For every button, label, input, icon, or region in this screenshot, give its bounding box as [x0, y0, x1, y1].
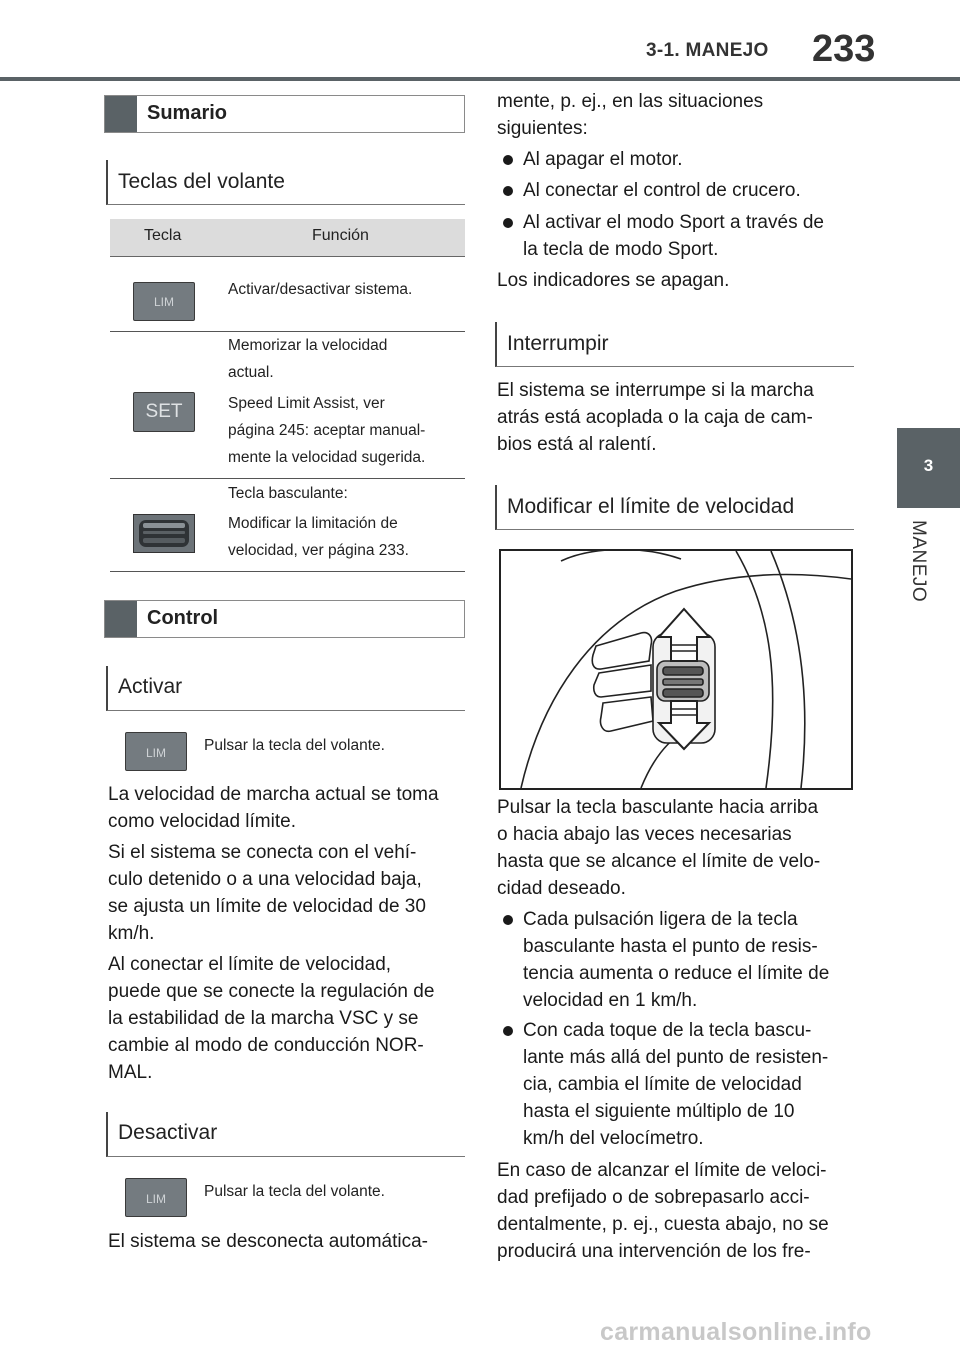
- paragraph: La velocidad de marcha actual se toma como velocidad límite.: [108, 784, 439, 832]
- bullet-icon: [503, 218, 513, 228]
- steering-wheel-rocker-switch-illustration: [499, 549, 853, 790]
- section-marker: [105, 96, 137, 132]
- table-row-divider: [110, 478, 465, 479]
- bullet-icon: [503, 155, 513, 165]
- table-cell-function: Speed Limit Assist, ver: [228, 395, 385, 412]
- paragraph: Los indicadores se apagan.: [497, 270, 730, 291]
- bullet-item: Cada pulsación ligera de la tecla basculante hasta el punto de resis- tencia aumenta o reduce el límite de velocidad en 1 km/h.: [497, 906, 857, 1014]
- watermark-link[interactable]: carmanualsonline.info: [600, 1318, 872, 1346]
- table-cell-function: Modificar la limitación de: [228, 515, 398, 532]
- section-heading-sumario: [104, 95, 465, 133]
- table-cell-function: Tecla basculante:: [228, 485, 348, 502]
- bullet-icon: [503, 1026, 513, 1036]
- table-cell-function: página 245: aceptar manual-: [228, 422, 426, 439]
- section-title: 3-1. MANEJO: [646, 40, 769, 61]
- rocker-switch-icon: [133, 514, 195, 553]
- bullet-item: Al apagar el motor.: [497, 146, 857, 173]
- subheading-text: Interrumpir: [507, 332, 609, 355]
- paragraph: Pulsar la tecla basculante hacia arriba o hacia abajo las veces necesarias hasta que se alcance el límite de velo- cidad deseado.: [497, 797, 821, 899]
- page-number: 233: [812, 28, 876, 70]
- paragraph: Si el sistema se conecta con el vehí- culo detenido o a una velocidad baja, se ajusta un límite de velocidad de 30 km/h.: [108, 842, 426, 944]
- subheading-activar: [106, 666, 465, 711]
- chapter-number: 3: [923, 456, 934, 475]
- bullet-item: Con cada toque de la tecla bascu- lante más allá del punto de resisten- cia, cambia el límite de velocidad hasta el siguiente múltiplo de 10 km/h del velocímetro.: [497, 1017, 857, 1152]
- header-divider: [0, 77, 960, 81]
- paragraph: El sistema se interrumpe si la marcha atrás está acoplada o la caja de cam- bios está al ralentí.: [497, 380, 814, 455]
- subheading-desactivar: [106, 1112, 465, 1157]
- paragraph: Al conectar el límite de velocidad, puede que se conecte la regulación de la estabilidad de la marcha VSC y se cambie al modo de conducción NOR- MAL.: [108, 954, 435, 1083]
- subheading-modificar: [495, 485, 854, 530]
- chapter-label: MANEJO: [908, 520, 929, 603]
- table-bottom-rule: [110, 571, 465, 572]
- paragraph: En caso de alcanzar el límite de veloci- dad prefijado o de sobrepasarlo acci- dentalmente, p. ej., cuesta abajo, no se producirá una intervención de los fre-: [497, 1160, 829, 1262]
- bullet-item: Al conectar el control de crucero.: [497, 177, 857, 204]
- key-instruction: Pulsar la tecla del volante.: [204, 737, 385, 754]
- bullet-icon: [503, 186, 513, 196]
- subheading-teclas: [106, 160, 465, 205]
- lim-key-icon: LIM: [133, 282, 195, 321]
- lim-key-icon: LIM: [125, 732, 187, 771]
- col-header-tecla: Tecla: [144, 227, 182, 244]
- subheading-text: Teclas del volante: [118, 170, 285, 193]
- table-header: [110, 219, 465, 257]
- subheading-text: Modificar el límite de velocidad: [507, 495, 795, 518]
- section-heading-text: Control: [147, 607, 219, 629]
- subheading-text: Desactivar: [118, 1121, 218, 1144]
- bullet-icon: [503, 915, 513, 925]
- table-row-divider: [110, 331, 465, 332]
- lim-key-icon: LIM: [125, 1178, 187, 1217]
- section-heading-control: [104, 600, 465, 638]
- section-heading-text: Sumario: [147, 102, 228, 124]
- bullet-item: Al activar el modo Sport a través de la tecla de modo Sport.: [497, 209, 857, 263]
- key-instruction: Pulsar la tecla del volante.: [204, 1183, 385, 1200]
- table-cell-function: actual.: [228, 364, 274, 381]
- subheading-interrumpir: [495, 322, 854, 367]
- paragraph: mente, p. ej., en las situaciones siguientes:: [497, 91, 764, 139]
- subheading-text: Activar: [118, 675, 183, 698]
- section-marker: [105, 601, 137, 637]
- table-cell-function: velocidad, ver página 233.: [228, 542, 409, 559]
- table-cell-function: mente la velocidad sugerida.: [228, 449, 426, 466]
- table-cell-function: Activar/desactivar sistema.: [228, 281, 413, 298]
- set-key-icon: SET: [133, 392, 195, 432]
- paragraph: El sistema se desconecta automática-: [108, 1231, 428, 1252]
- table-cell-function: Memorizar la velocidad: [228, 337, 388, 354]
- col-header-funcion: Función: [312, 227, 369, 244]
